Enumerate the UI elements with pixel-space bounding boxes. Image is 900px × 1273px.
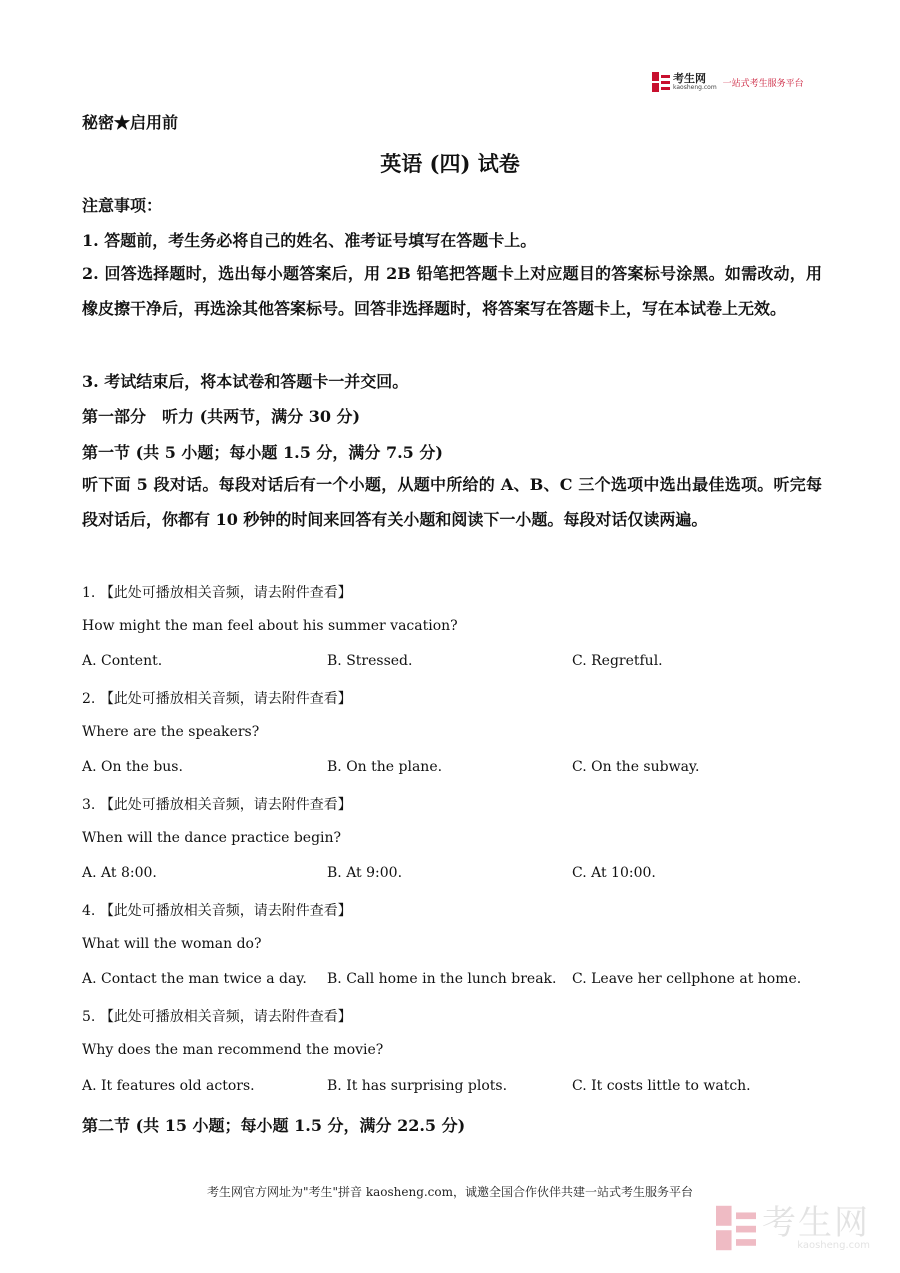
audio-note[interactable]: 【此处可播放相关音频，请去附件查看】 (99, 585, 352, 601)
question-number: 5. (82, 1009, 96, 1025)
secret-label: 秘密★启用前 (82, 113, 179, 132)
question-text: When will the dance practice begin? (82, 830, 342, 846)
section2-heading: 第二节 (共 15 小题；每小题 1.5 分，满分 22.5 分) (82, 1116, 466, 1135)
section1-instructions: 听下面 5 段对话。每段对话后有一个小题，从题中所给的 A、B、C 三个选项中选出最佳选项。听完每段对话后，你都有 10 秒钟的时间来回答有关小题和阅读下一小题。每段对话仅读两遍。 (82, 475, 822, 529)
question-text: How might the man feel about his summer vacation? (82, 618, 458, 634)
option-a: A. Content. (82, 653, 163, 669)
question-text: Where are the speakers? (82, 724, 260, 740)
option-b: B. On the plane. (327, 759, 443, 775)
note-item-1: 1. 答题前，考生务必将自己的姓名、准考证号填写在答题卡上。 (82, 231, 537, 250)
option-a: A. It features old actors. (82, 1078, 255, 1094)
page-title: 英语 (四) 试卷 (380, 151, 520, 176)
question-number: 1. (82, 585, 96, 601)
logo-name: 考生网 (673, 72, 706, 85)
option-c: C. At 10:00. (572, 865, 656, 881)
option-a: A. Contact the man twice a day. (82, 971, 307, 987)
kaosheng-logo-icon (652, 72, 670, 92)
option-c: C. Regretful. (572, 653, 663, 669)
question-1-audio-line (82, 582, 352, 602)
option-b: B. It has surprising plots. (327, 1078, 508, 1094)
question-4-audio-line (82, 900, 352, 920)
logo-slogan: 一站式考生服务平台 (722, 78, 804, 89)
watermark-logo-icon (716, 1205, 756, 1251)
question-text: What will the woman do? (82, 936, 262, 952)
question-text: Why does the man recommend the movie? (82, 1042, 384, 1058)
audio-note[interactable]: 【此处可播放相关音频，请去附件查看】 (99, 903, 352, 919)
audio-note[interactable]: 【此处可播放相关音频，请去附件查看】 (99, 797, 352, 813)
audio-note[interactable]: 【此处可播放相关音频，请去附件查看】 (99, 1009, 352, 1025)
question-3-audio-line (82, 794, 352, 814)
question-number: 3. (82, 797, 96, 813)
site-logo (652, 72, 804, 92)
section1-heading: 第一节 (共 5 小题；每小题 1.5 分，满分 7.5 分) (82, 443, 443, 462)
option-b: B. Call home in the lunch break. (327, 971, 557, 987)
audio-note[interactable]: 【此处可播放相关音频，请去附件查看】 (99, 691, 352, 707)
question-number: 4. (82, 903, 96, 919)
option-b: B. At 9:00. (327, 865, 403, 881)
notes-heading: 注意事项： (82, 196, 163, 215)
option-a: A. At 8:00. (82, 865, 157, 881)
note-item-2: 2. 回答选择题时，选出每小题答案后，用 2B 铅笔把答题卡上对应题目的答案标号涂黑。如需改动，用橡皮擦干净后，再选涂其他答案标号。回答非选择题时，将答案写在答题卡上，写在本试卷上无效。 (82, 264, 822, 318)
question-number: 2. (82, 691, 96, 707)
watermark-name: 考生网 (762, 1202, 870, 1243)
option-c: C. Leave her cellphone at home. (572, 971, 802, 987)
question-2-audio-line (82, 688, 352, 708)
note-item-3: 3. 考试结束后，将本试卷和答题卡一并交回。 (82, 372, 409, 391)
option-c: C. On the subway. (572, 759, 700, 775)
watermark (716, 1202, 870, 1251)
option-c: C. It costs little to watch. (572, 1078, 751, 1094)
option-a: A. On the bus. (82, 759, 183, 775)
part1-heading: 第一部分 听力 (共两节，满分 30 分) (82, 407, 361, 426)
option-b: B. Stressed. (327, 653, 413, 669)
question-5-audio-line (82, 1006, 352, 1026)
watermark-url: kaosheng.com (797, 1239, 870, 1251)
logo-url: kaosheng.com (673, 84, 717, 91)
footer-note: 考生网官方网址为"考生"拼音 kaosheng.com，诚邀全国合作伙伴共建一站式考生服务平台 (206, 1185, 694, 1199)
